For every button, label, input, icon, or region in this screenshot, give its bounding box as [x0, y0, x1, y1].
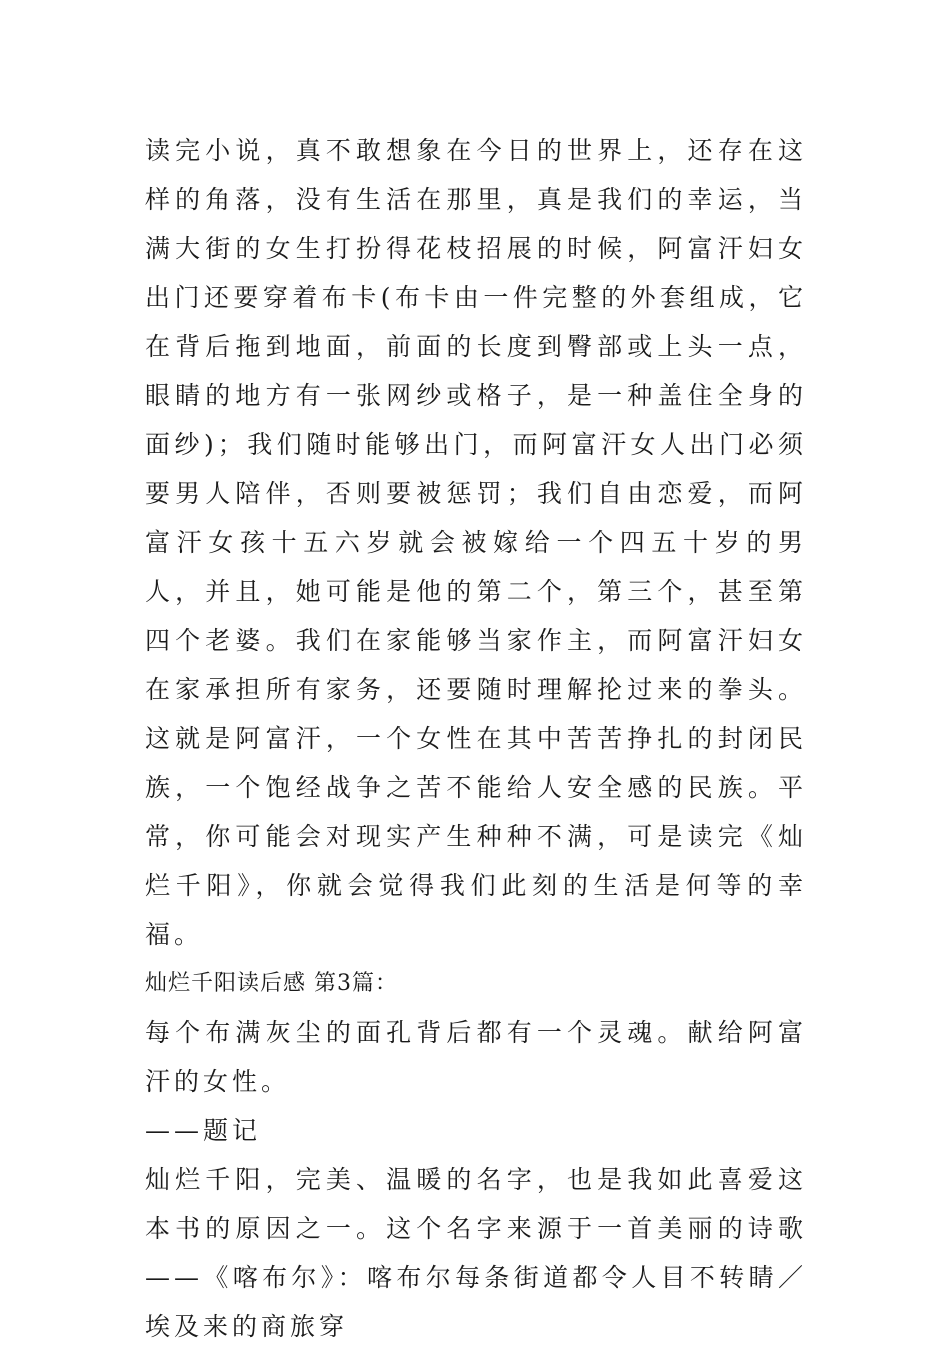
section-heading: 灿烂千阳读后感 第3篇：: [145, 971, 398, 996]
epigraph-attribution: ——题记: [145, 1116, 262, 1145]
document-page: [145, 126, 807, 1351]
body-paragraph: 每个布满灰尘的面孔背后都有一个灵魂。献给阿富汗的女性。: [145, 1018, 807, 1096]
body-paragraph: 读完小说，真不敢想象在今日的世界上，还存在这样的角落，没有生活在那里，真是我们的幸运，当满大街的女生打扮得花枝招展的时候，阿富汗妇女出门还要穿着布卡(布卡由一件完整的外套组成，它在背后拖到地面，前面的长度到臀部或上头一点，眼睛的地方有一张网纱或格子，是一种盖住全身的面纱)；我们随时能够出门，而阿富汗女人出门必须要男人陪伴，否则要被惩罚；我们自由恋爱，而阿富汗女孩十五六岁就会被嫁给一个四五十岁的男人，并且，她可能是他的第二个，第三个，甚至第四个老婆。我们在家能够当家作主，而阿富汗妇女在家承担所有家务，还要随时理解抡过来的拳头。这就是阿富汗，一个女性在其中苦苦挣扎的封闭民族，一个饱经战争之苦不能给人安全感的民族。平常，你可能会对现实产生种种不满，可是读完《灿烂千阳》，你就会觉得我们此刻的生活是何等的幸福。: [145, 136, 807, 949]
body-paragraph: 灿烂千阳，完美、温暖的名字，也是我如此喜爱这本书的原因之一。这个名字来源于一首美丽的诗歌——《喀布尔》：喀布尔每条街道都令人目不转睛／埃及来的商旅穿: [145, 1165, 807, 1341]
